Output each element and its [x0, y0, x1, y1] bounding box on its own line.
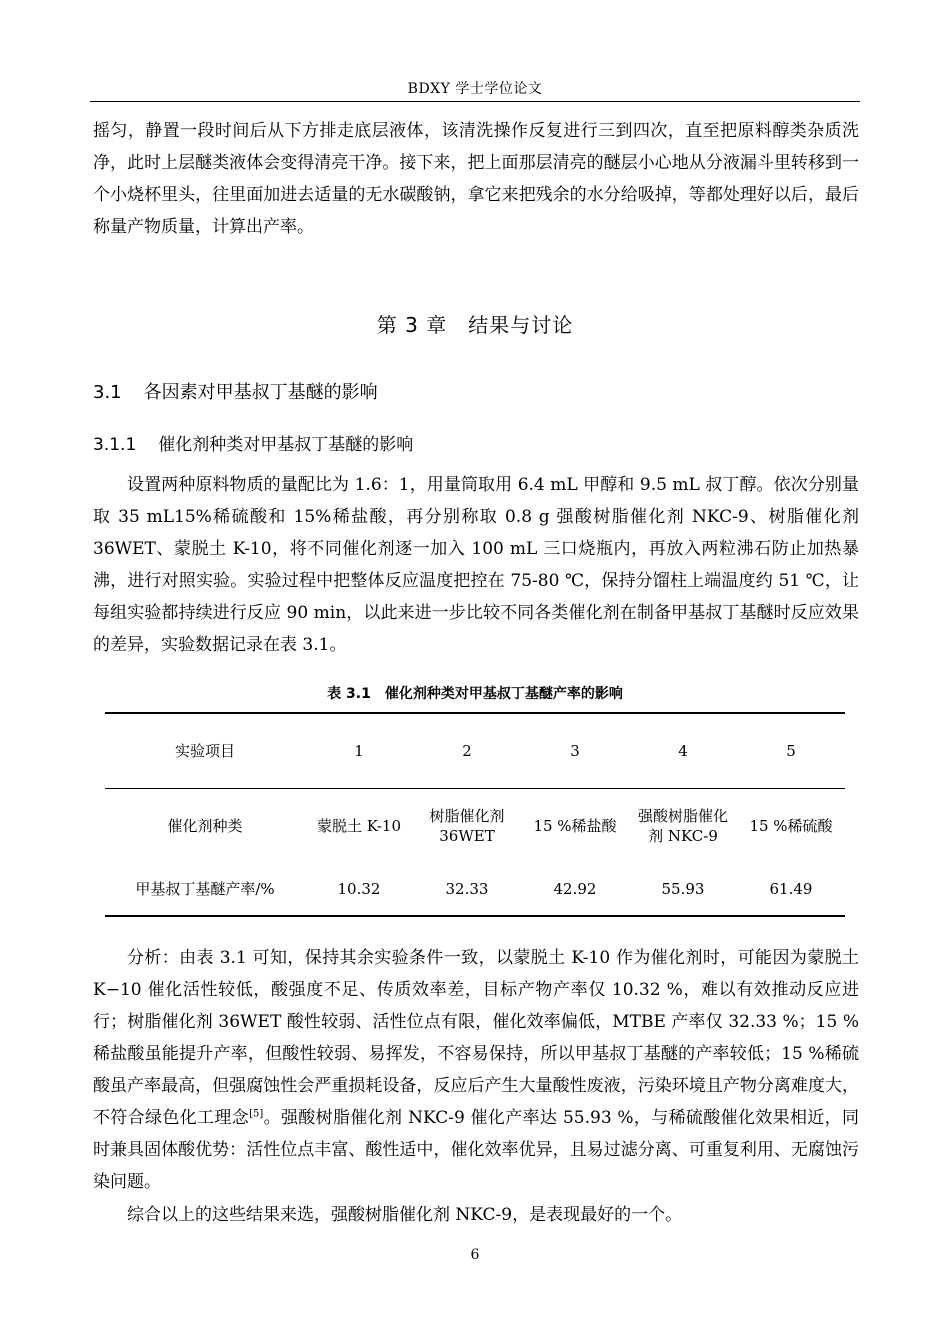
table-cell: 2: [462, 742, 472, 760]
subsection-title: 催化剂种类对甲基叔丁基醚的影响: [158, 435, 414, 455]
table-row: [105, 863, 845, 916]
header-rule: [90, 101, 860, 102]
table-cell: 4: [678, 742, 688, 760]
citation-ref: [5]: [249, 1108, 264, 1120]
section-title: 各因素对甲基叔丁基醚的影响: [143, 382, 378, 403]
row-label: 实验项目: [174, 742, 235, 760]
method-paragraph: 设置两种原料物质的量配比为 1.6：1，用量筒取用 6.4 mL 甲醇和 9.5 mL 叔丁醇。依次分别量取 35 mL15%稀硫酸和 15%稀盐酸，再分别称取 0.8 g 强酸树脂催化剂 NKC-9、树脂催化剂 36WET、蒙脱土 K-10，将不同催化剂逐一加入 100 mL 三口烧瓶内，再放入两粒沸石防止加热暴沸，进行对照实验。实验过程中把整体反应温度把控在 75-80 ℃，保持分馏柱上端温度约 51 ℃，让每组实验都持续进行反应 90 min，以此来进一步比较不同各类催化剂在制备甲基叔丁基醚时反应效果的差异，实验数据记录在表 3.1。: [93, 475, 859, 655]
table-cell: 5: [786, 742, 796, 760]
section-heading: [93, 378, 378, 404]
subsection-number: 3.1.1: [93, 435, 137, 455]
chapter-title: 第 3 章 结果与讨论: [376, 313, 574, 337]
table-cell: 强酸树脂催化剂 NKC-9: [637, 807, 728, 845]
table-caption: 表 3.1 催化剂种类对甲基叔丁基醚产率的影响: [327, 686, 623, 702]
row-label: 催化剂种类: [167, 817, 243, 835]
table-cell: 15 %稀硫酸: [749, 817, 833, 835]
analysis-text-cont: 。强酸树脂催化剂 NKC-9 催化产率达 55.93 %，与稀硫酸催化效果相近，同时兼具固体酸优势：活性位点丰富、酸性适中，催化效率优异，且易过滤分离、可重复利用、无腐蚀污染问题。: [93, 1108, 860, 1192]
table-cell: 10.32: [337, 880, 381, 898]
table-cell: 42.92: [553, 880, 597, 898]
subsection-heading: [93, 430, 413, 455]
conclusion-paragraph: 综合以上的这些结果来选，强酸树脂催化剂 NKC-9，是表现最好的一个。: [127, 1205, 683, 1225]
section-number: 3.1: [93, 382, 122, 403]
table-row: [105, 789, 845, 864]
table-cell: 3: [570, 742, 580, 760]
table-cell: 树脂催化剂 36WET: [429, 807, 505, 845]
catalyst-yield-table: [105, 712, 845, 917]
row-label: 甲基叔丁基醚产率/%: [135, 880, 275, 898]
running-header: BDXY 学士学位论文: [407, 81, 543, 97]
intro-paragraph: 摇匀，静置一段时间后从下方排走底层液体，该清洗操作反复进行三到四次，直至把原料醇类杂质洗净，此时上层醚类液体会变得清亮干净。接下来，把上面那层清亮的醚层小心地从分液漏斗里转移到一个小烧杯里头，往里面加进去适量的无水碳酸钠，拿它来把残余的水分给吸掉，等都处理好以后，最后称量产物质量，计算出产率。: [93, 121, 859, 237]
table-cell: 15 %稀盐酸: [533, 817, 617, 835]
analysis-paragraph: [93, 942, 859, 1198]
table-cell: 55.93: [661, 880, 705, 898]
table-cell: 1: [354, 742, 364, 760]
table-cell: 32.33: [445, 880, 489, 898]
table-row: [105, 713, 845, 789]
table-cell: 61.49: [769, 880, 813, 898]
analysis-text: 分析：由表 3.1 可知，保持其余实验条件一致，以蒙脱土 K-10 作为催化剂时，可能因为蒙脱土 K−10 催化活性较低，酸强度不足、传质效率差，目标产物产率仅 10.32 %，难以有效推动反应进行；树脂催化剂 36WET 酸性较弱、活性位点有限，催化效率偏低，MTBE 产率仅 32.33 %；15 %稀盐酸虽能提升产率，但酸性较弱、易挥发，不容易保持，所以甲基叔丁基醚的产率较低；15 %稀硫酸虽产率最高，但强腐蚀性会严重损耗设备，反应后产生大量酸性废液，污染环境且产物分离难度大，不符合绿色化工理念: [93, 948, 859, 1128]
table-cell: 蒙脱土 K-10: [316, 817, 402, 835]
page-number: 6: [470, 1247, 480, 1263]
